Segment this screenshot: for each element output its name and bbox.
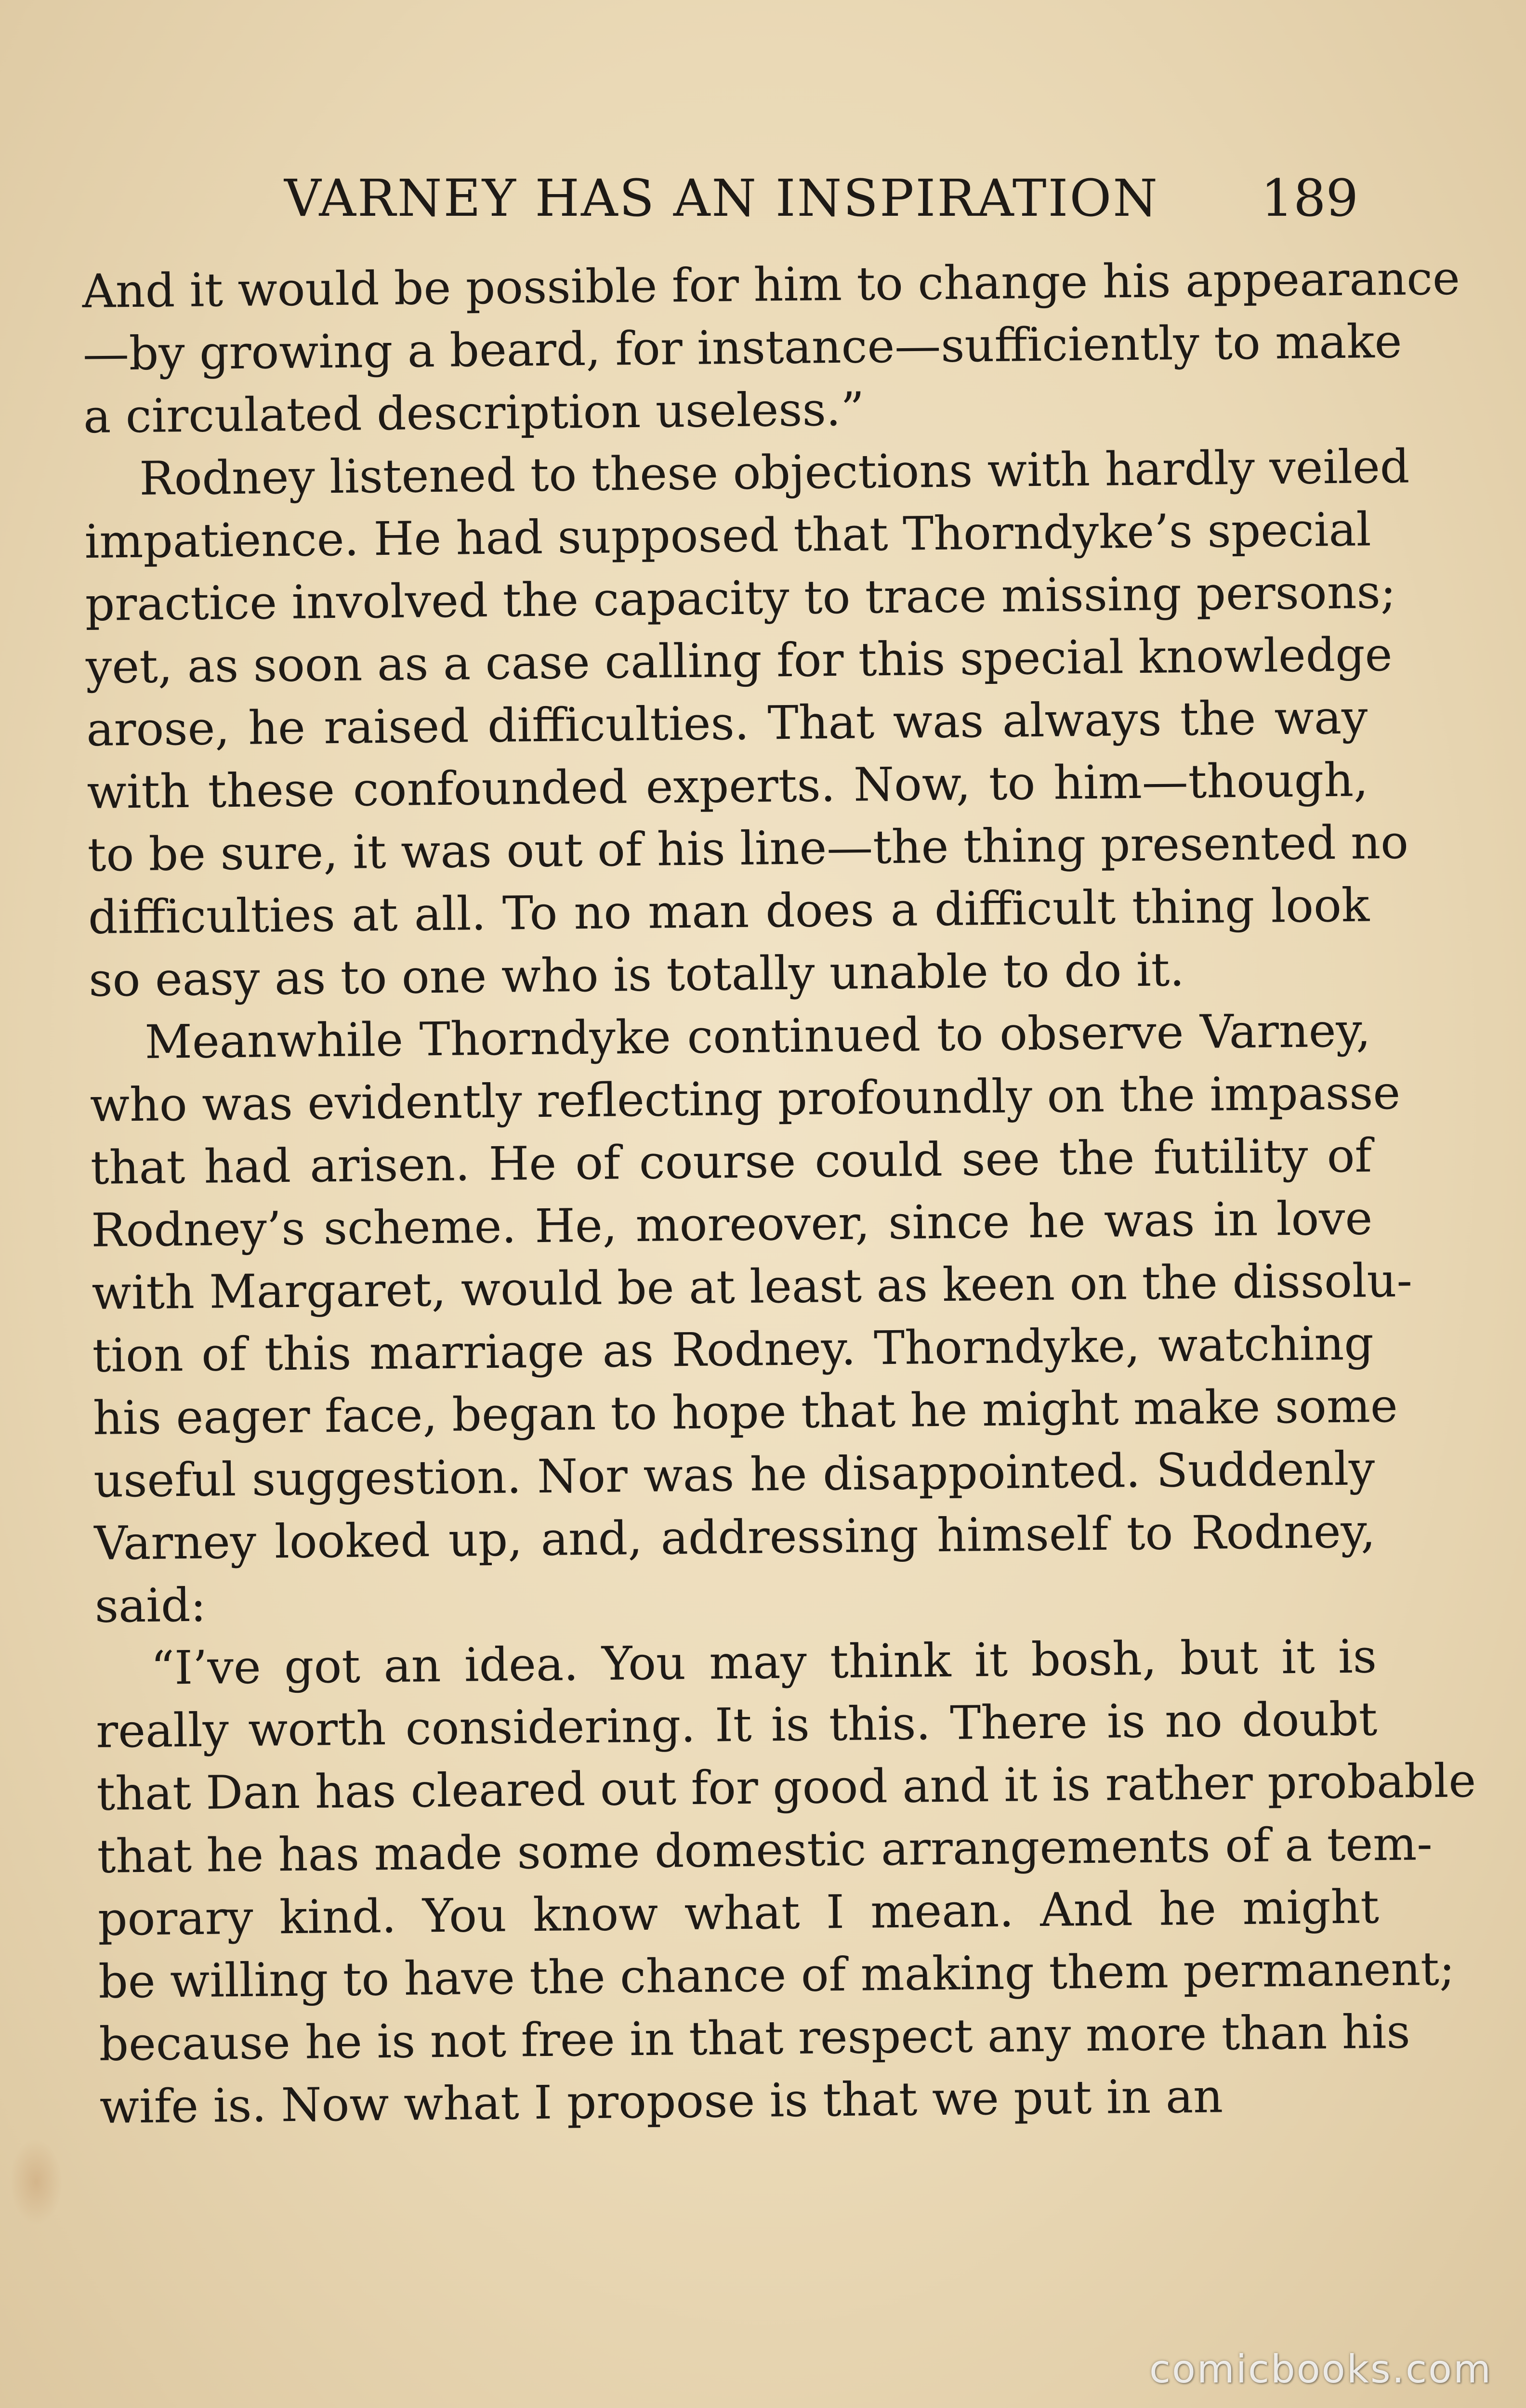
paragraph	[95, 1625, 1476, 2138]
text-line: Varney looked up, and, addressing himself to Rodney,	[94, 1504, 1376, 1570]
text-line: And it would be possible for him to change his appearance	[82, 251, 1460, 318]
text-line: useful suggestion. Nor was he disappointed. Suddenly	[93, 1441, 1375, 1508]
text-line: who was evidently reflecting profoundly on the impasse	[90, 1065, 1401, 1132]
text-line: be willing to have the chance of making them permanent;	[98, 1941, 1455, 2009]
text-line: Meanwhile Thorndyke continued to observe Varney,	[145, 1003, 1371, 1069]
text-line: difficulties at all. To no man does a difficult thing look	[88, 878, 1370, 944]
text-line: wife is. Now what I propose is that we put in an	[99, 2069, 1223, 2134]
paper-stain	[10, 2138, 63, 2225]
text-line: that Dan has cleared out for good and it is rather probable	[96, 1754, 1476, 1821]
body-text	[82, 248, 1476, 2138]
paragraph	[84, 435, 1410, 1011]
text-line: that had arisen. He of course could see the futility of	[90, 1128, 1372, 1195]
text-line: —by growing a beard, for instance—sufficiently to make	[82, 314, 1402, 381]
text-line: said:	[94, 1578, 207, 1633]
watermark: comicbooks.com	[1149, 2347, 1492, 2392]
text-line: so easy as to one who is totally unable to do it.	[88, 942, 1185, 1007]
text-line: really worth considering. It is this. There is no doubt	[95, 1692, 1378, 1758]
text-line: porary kind. You know what I mean. And he might	[97, 1880, 1380, 1946]
text-line: a circulated description useless.”	[83, 382, 865, 444]
running-head	[284, 159, 1358, 231]
text-line: tion of this marriage as Rodney. Thorndyke, watching	[92, 1316, 1374, 1383]
page-number: 189	[1261, 169, 1358, 228]
text-line: Rodney’s scheme. He, moreover, since he was in love	[91, 1191, 1373, 1257]
text-line: that he has made some domestic arrangements of a tem-	[97, 1817, 1433, 1884]
text-line: arose, he raised difficulties. That was always the way	[86, 690, 1368, 757]
text-line: with Margaret, would be at least as keen on the dissolu-	[92, 1253, 1413, 1320]
text-line: because he is not free in that respect any more than his	[99, 2004, 1411, 2071]
text-line: yet, as soon as a case calling for this special knowledge	[85, 627, 1393, 694]
text-line: impatience. He had supposed that Thorndyke’s special	[84, 502, 1371, 569]
paragraph	[89, 999, 1413, 1637]
text-line: with these confounded experts. Now, to him—though,	[87, 753, 1369, 819]
running-head-title: VARNEY HAS AN INSPIRATION	[284, 169, 1159, 228]
text-line: Rodney listened to these objections with hardly veiled	[139, 439, 1410, 506]
paragraph	[82, 248, 1460, 448]
text-line: practice involved the capacity to trace missing persons;	[85, 564, 1396, 631]
text-line: his eager face, began to hope that he might make some	[92, 1378, 1398, 1445]
text-line: “I’ve got an idea. You may think it bosh, but it is	[150, 1629, 1377, 1695]
text-line: to be sure, it was out of his line—the thing presented no	[87, 815, 1409, 882]
